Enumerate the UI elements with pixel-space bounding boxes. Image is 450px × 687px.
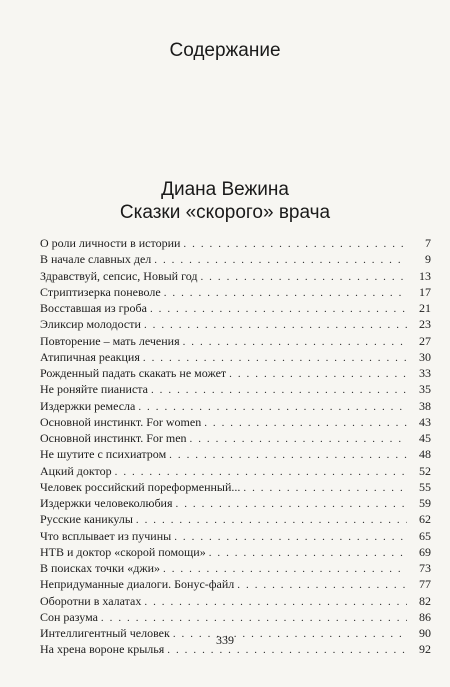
toc-entry-title: В поисках точки «джи»: [40, 561, 161, 575]
toc-entry-title: В начале славных дел: [40, 252, 152, 267]
dot-leader: [204, 415, 407, 430]
toc-entry-page: 86: [419, 609, 431, 624]
toc-entry-page: 48: [419, 447, 431, 462]
toc-entry: [40, 430, 431, 446]
toc-entry: [40, 446, 431, 462]
toc-entry-title: Эликсир молодости: [40, 317, 141, 332]
toc-entry-title: Человек российский пореформенный...: [40, 479, 241, 494]
dot-leader: [190, 431, 407, 446]
toc-entry-page: 90: [419, 626, 431, 640]
toc-entry-title: Русские каникулы: [40, 512, 133, 527]
toc-entry-page: 55: [419, 479, 431, 494]
toc-entry-page: 59: [419, 496, 431, 510]
toc-entry-page: 69: [419, 544, 431, 559]
toc-entry-title: Сон разума: [40, 609, 98, 624]
toc-entry-page: 21: [419, 301, 431, 315]
toc-entry-page: 52: [419, 463, 431, 478]
toc-entry: [40, 268, 431, 284]
dot-leader: [151, 382, 407, 397]
toc-entry: [40, 381, 431, 397]
dot-leader: [169, 447, 407, 462]
toc-entry-title: Не шутите с психиатром: [40, 447, 167, 462]
dot-leader: [164, 285, 407, 300]
page-number: 339: [216, 633, 234, 647]
dot-leader: [101, 610, 407, 625]
dot-leader: [229, 366, 407, 381]
dot-leader: [144, 317, 407, 332]
toc-entry-title: Стриптизерка поневоле: [40, 284, 161, 299]
dot-leader: [144, 594, 407, 609]
toc-entry: [40, 463, 431, 479]
toc-entry: [40, 414, 431, 430]
toc-entry-title: Рожденный падать скакать не может: [40, 366, 227, 380]
dot-leader: [209, 545, 407, 560]
dot-leader: [237, 577, 407, 592]
toc-entry: [40, 511, 431, 527]
toc-entry: [40, 479, 431, 495]
toc-entry-page: 27: [419, 333, 431, 348]
dot-leader: [136, 512, 407, 527]
toc-entry: [40, 333, 431, 349]
toc-entry-title: Непридуманные диалоги. Бонус-файл: [40, 577, 235, 592]
toc-entry-title: Восставшая из гроба: [40, 301, 147, 315]
author-name: Диана Вежина: [161, 179, 289, 200]
toc-entry-title: НТВ и доктор «скорой помощи»: [40, 544, 206, 559]
toc-entry-page: 73: [419, 561, 431, 575]
toc-entry-page: 77: [419, 577, 431, 592]
toc-entry-title: Здравствуй, сепсис, Новый год: [40, 268, 198, 283]
toc-entry-title: Атипичная реакция: [40, 349, 140, 364]
toc-entry-page: 38: [419, 398, 431, 413]
toc-entry: [40, 528, 431, 544]
toc-entry-page: 23: [419, 317, 431, 332]
dot-leader: [163, 561, 407, 576]
toc-entry-page: 82: [419, 593, 431, 608]
toc-entry-title: Издержки ремесла: [40, 398, 136, 413]
toc-entry: [40, 560, 431, 576]
toc-entry-title: Оборотни в халатах: [40, 593, 142, 608]
toc-entry-title: Ацкий доктор: [40, 463, 112, 478]
toc-entry-page: 92: [419, 642, 431, 657]
toc-entry: [40, 316, 431, 332]
toc-entry: [40, 235, 431, 251]
toc-entry-page: 7: [425, 236, 431, 250]
toc-entry-title: На хрена вороне крылья: [40, 642, 165, 657]
toc-entry-page: 33: [419, 366, 431, 380]
toc-entry: [40, 544, 431, 560]
dot-leader: [138, 399, 407, 414]
toc-entry-page: 43: [419, 414, 431, 429]
toc-entry: [40, 284, 431, 300]
toc-entry-title: О роли личности в истории: [40, 236, 181, 250]
toc-entry-page: 35: [419, 382, 431, 397]
toc-entry-page: 13: [419, 268, 431, 283]
toc-entry-title: Издержки человеколюбия: [40, 496, 173, 510]
toc-entry: [40, 576, 431, 592]
toc-entry: [40, 349, 431, 365]
toc-entry-page: 65: [419, 528, 431, 543]
toc-entry-page: 30: [419, 349, 431, 364]
dot-leader: [174, 529, 407, 544]
dot-leader: [115, 464, 407, 479]
book-title: Сказки «скорого» врача: [119, 202, 331, 223]
toc-entry-page: 17: [419, 284, 431, 299]
toc-entry: [40, 365, 431, 381]
toc-entry: [40, 593, 431, 609]
dot-leader: [154, 252, 407, 267]
dot-leader: [200, 269, 407, 284]
toc-entry: [40, 398, 431, 414]
toc-entry-title: Интеллигентный человек: [40, 626, 170, 640]
toc-entry-title: Не роняйте пианиста: [40, 382, 148, 397]
contents-title: Содержание: [169, 40, 281, 61]
toc-entry-title: Основной инстинкт. For women: [40, 414, 202, 429]
toc-entry-title: Основной инстинкт. For men: [40, 431, 187, 445]
dot-leader: [143, 350, 407, 365]
toc-entry: [40, 495, 431, 511]
toc-entry: [40, 609, 431, 625]
toc-entry-page: 9: [425, 252, 431, 267]
dot-leader: [176, 496, 408, 511]
toc-entry-title: Повторение – мать лечения: [40, 333, 180, 348]
dot-leader: [183, 236, 407, 251]
toc-entry: [40, 300, 431, 316]
toc-entry-page: 45: [419, 431, 431, 445]
dot-leader: [150, 301, 407, 316]
dot-leader: [183, 334, 407, 349]
toc-entry-title: Что всплывает из пучины: [40, 528, 172, 543]
toc-entry-page: 62: [419, 512, 431, 527]
dot-leader: [243, 480, 407, 495]
table-of-contents: [40, 235, 431, 658]
toc-entry: [40, 251, 431, 267]
